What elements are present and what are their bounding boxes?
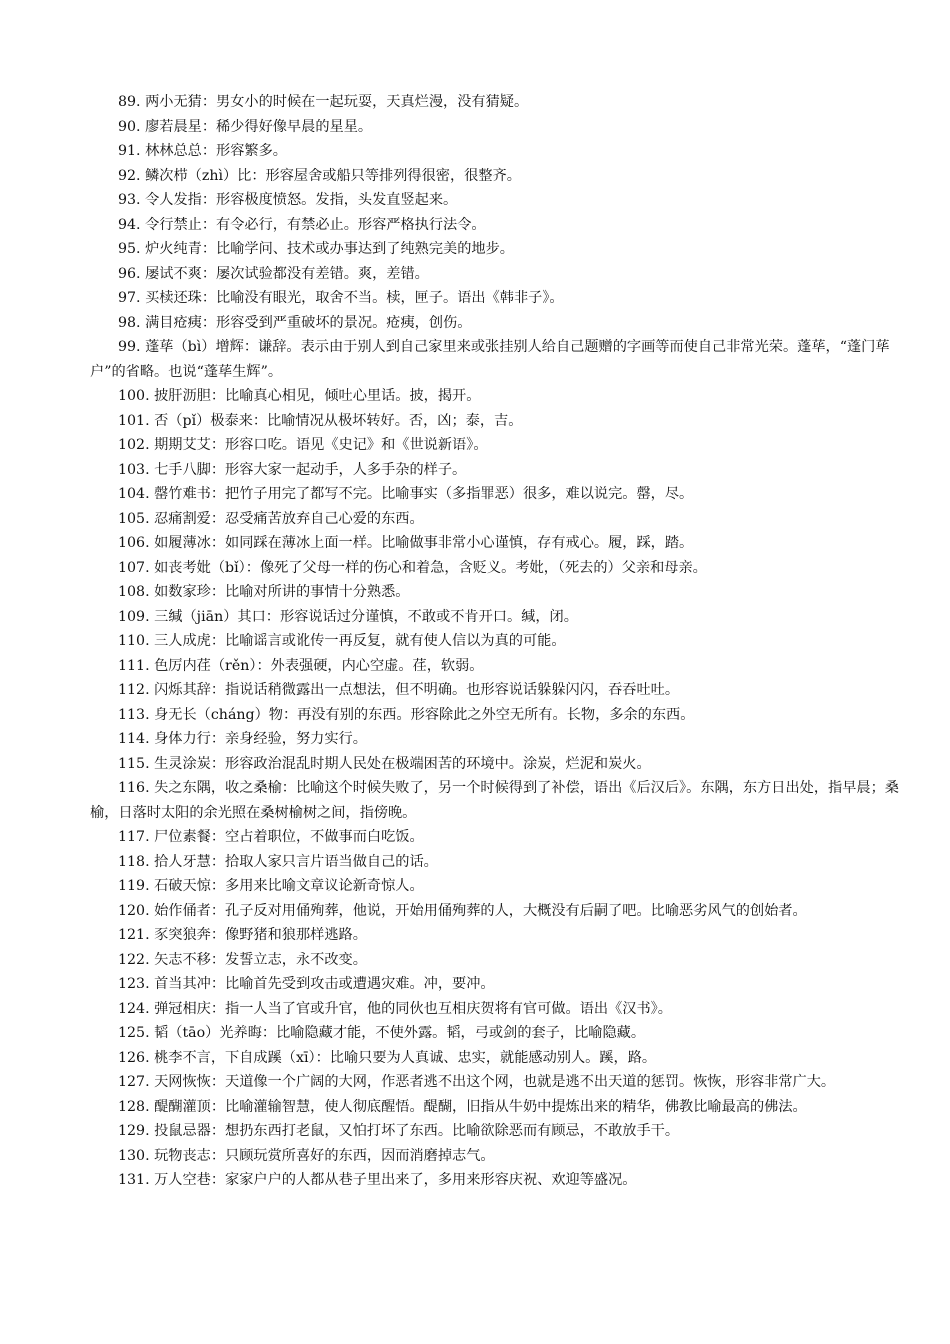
entry-text: 屡试不爽：屡次试验都没有差错。爽，差错。 [145,265,429,282]
entry-text: 林林总总：形容繁多。 [145,143,287,159]
idiom-entry [0,262,950,287]
entry-text: 七手八脚：形容大家一起动手，人多手杂的样子。 [154,461,467,478]
entry-number: 112. [118,682,150,698]
idiom-entry [0,948,950,973]
entry-number: 123. [118,976,150,992]
entry-number: 113. [118,706,150,723]
entry-text: 期期艾艾：形容口吃。语见《史记》和《世说新语》。 [154,437,488,453]
entry-number: 105. [118,510,150,527]
entry-text: 玩物丧志：只顾玩赏所喜好的东西，因而消磨掉志气。 [154,1147,495,1164]
entry-text: 天网恢恢：天道像一个广阔的大网，作恶者逃不出这个网，也就是逃不出天道的惩罚。恢恢，形容非常广大。 [154,1074,836,1090]
idiom-entry [0,605,950,630]
entry-number: 114. [118,731,150,747]
idiom-entry [0,531,950,556]
entry-number: 127. [118,1074,150,1090]
idiom-entry [0,678,950,703]
entry-text: 两小无猜：男女小的时候在一起玩耍，天真烂漫，没有猜疑。 [145,94,529,110]
entry-number: 106. [118,535,150,551]
entry-text: 失之东隅，收之桑榆：比喻这个时候失败了，另一个时候得到了补偿，语出《后汉后》。东隅，东方日出处，指早晨；桑榆，日落时太阳的余光照在桑树榆树之间，指傍晚。 [90,780,899,821]
idiom-entry [0,776,950,825]
entry-text: 始作俑者：孔子反对用俑殉葬，他说，开始用俑殉葬的人，大概没有后嗣了吧。比喻恶劣风气的创始者。 [154,902,807,919]
idiom-entry [0,286,950,311]
idiom-entry [0,997,950,1022]
idiom-entry [0,237,950,262]
entry-text: 身无长（cháng）物：再没有别的东西。形容除此之外空无所有。长物，多余的东西。 [154,706,695,723]
entry-text: 豕突狼奔：像野猪和狼那样逃路。 [154,927,367,943]
entry-text: 闪烁其辞：指说话稍微露出一点想法，但不明确。也形容说话躲躲闪闪，吞吞吐吐。 [154,682,680,698]
entry-number: 93. [118,192,141,208]
idiom-entry [0,874,950,899]
entry-text: 如履薄冰：如同踩在薄冰上面一样。比喻做事非常小心谨慎，存有戒心。履，踩，踏。 [154,535,694,551]
entry-text: 三人成虎：比喻谣言或讹传一再反复，就有使人信以为真的可能。 [154,633,566,649]
idiom-entry [0,1095,950,1120]
entry-number: 97. [118,290,141,306]
idiom-entry [0,1070,950,1095]
idiom-entry [0,580,950,605]
entry-number: 124. [118,1000,150,1017]
entry-text: 满目疮痍：形容受到严重破坏的景况。疮痍，创伤。 [145,314,472,331]
entry-text: 醍醐灌顶：比喻灌输智慧，使人彻底醒悟。醍醐，旧指从牛奶中提炼出来的精华，佛教比喻最高的佛法。 [154,1098,807,1115]
idiom-entry [0,923,950,948]
idiom-entry [0,972,950,997]
entry-number: 117. [118,829,150,845]
entry-number: 122. [118,951,150,968]
entry-number: 96. [118,265,141,282]
idiom-entry [0,629,950,654]
idiom-entry [0,458,950,483]
entry-number: 94. [118,216,141,233]
entry-number: 120. [118,902,150,919]
entry-text: 鳞次栉（zhì）比：形容屋舍或船只等排列得很密，很整齐。 [145,167,521,184]
entry-number: 107. [118,559,150,576]
entry-text: 廖若晨星：稀少得好像早晨的星星。 [145,118,373,135]
idiom-entry [0,899,950,924]
entry-number: 130. [118,1147,150,1164]
entry-number: 104. [118,486,150,502]
entry-text: 首当其冲：比喻首先受到攻击或遭遇灾难。冲，要冲。 [154,976,495,992]
entry-number: 111. [118,657,150,674]
idiom-entry [0,482,950,507]
entry-text: 色厉内荏（rěn）：外表强硬，内心空虚。荏，软弱。 [154,657,484,674]
entry-number: 91. [118,143,141,159]
idiom-entry [0,90,950,115]
entry-number: 126. [118,1049,150,1066]
entry-number: 100. [118,388,150,404]
entry-number: 118. [118,853,150,870]
entry-text: 罄竹难书：把竹子用完了都写不完。比喻事实（多指罪恶）很多，难以说完。罄，尽。 [154,486,694,502]
entry-text: 石破天惊：多用来比喻文章议论新奇惊人。 [154,878,424,894]
idiom-entry [0,1046,950,1071]
entry-number: 115. [118,755,150,772]
idiom-entry [0,311,950,336]
idiom-entry [0,727,950,752]
entry-text: 弹冠相庆：指一人当了官或升官，他的同伙也互相庆贺将有官可做。语出《汉书》。 [154,1000,672,1017]
entry-number: 131. [118,1172,150,1188]
idiom-entry [0,384,950,409]
idiom-entry [0,433,950,458]
idiom-entry [0,115,950,140]
entry-text: 令行禁止：有令必行，有禁必止。形容严格执行法令。 [145,216,486,233]
idiom-entry [0,409,950,434]
entry-number: 103. [118,461,150,478]
idiom-entry [0,188,950,213]
idiom-entry [0,139,950,164]
idiom-entry [0,1168,950,1193]
entry-number: 98. [118,314,141,331]
entry-number: 90. [118,118,141,135]
entry-number: 95. [118,241,141,257]
entry-text: 拾人牙慧：拾取人家只言片语当做自己的话。 [154,853,438,870]
entry-text: 如数家珍：比喻对所讲的事情十分熟悉。 [154,584,410,600]
entry-text: 买椟还珠：比喻没有眼光，取舍不当。椟，匣子。语出《韩非子》。 [145,290,564,306]
idiom-entry [0,703,950,728]
idiom-entry [0,850,950,875]
entry-text: 生灵涂炭：形容政治混乱时期人民处在极端困苦的环境中。涂炭，烂泥和炭火。 [154,755,651,772]
idiom-list [0,90,950,1193]
entry-number: 101. [118,412,150,429]
entry-number: 99. [118,339,141,355]
entry-text: 蓬荜（bì）增辉：谦辞。表示由于别人到自己家里来或张挂别人给自己题赠的字画等而使自己非常光荣。蓬荜，“蓬门荜户”的省略。也说“蓬荜生辉”。 [90,339,890,380]
idiom-entry [0,335,950,384]
idiom-entry [0,825,950,850]
entry-number: 116. [118,780,150,796]
entry-number: 110. [118,633,150,649]
entry-text: 如丧考妣（bǐ）：像死了父母一样的伤心和着急，含贬义。考妣，（死去的）父亲和母亲。 [154,559,707,576]
idiom-entry [0,1021,950,1046]
entry-text: 矢志不移：发誓立志，永不改变。 [154,951,367,968]
entry-text: 投鼠忌器：想扔东西打老鼠，又怕打坏了东西。比喻欲除恶而有顾忌，不敢放手干。 [154,1123,680,1139]
idiom-entry [0,654,950,679]
entry-number: 128. [118,1098,150,1115]
idiom-entry [0,556,950,581]
entry-number: 119. [118,878,150,894]
entry-text: 忍痛割爱：忍受痛苦放弃自己心爱的东西。 [154,510,424,527]
entry-text: 身体力行：亲身经验，努力实行。 [154,731,367,747]
entry-text: 韬（tāo）光养晦：比喻隐藏才能，不使外露。韬，弓或剑的套子，比喻隐藏。 [154,1025,646,1041]
entry-number: 102. [118,437,150,453]
entry-text: 三缄（jiān）其口：形容说话过分谨慎，不敢或不肯开口。缄，闭。 [154,608,578,625]
entry-number: 108. [118,584,150,600]
entry-text: 炉火纯青：比喻学问、技术或办事达到了纯熟完美的地步。 [145,241,514,257]
idiom-entry [0,213,950,238]
entry-text: 桃李不言，下自成蹊（xī）：比喻只要为人真诚、忠实，就能感动别人。蹊，路。 [154,1049,657,1066]
entry-text: 万人空巷：家家户户的人都从巷子里出来了，多用来形容庆祝、欢迎等盛况。 [154,1172,637,1188]
idiom-entry [0,752,950,777]
idiom-entry [0,507,950,532]
entry-text: 令人发指：形容极度愤怒。发指，头发直竖起来。 [145,192,458,208]
entry-text: 否（pǐ）极泰来：比喻情况从极坏转好。否，凶；泰，吉。 [154,412,523,429]
entry-number: 125. [118,1025,150,1041]
idiom-entry [0,1144,950,1169]
entry-number: 89. [118,94,141,110]
idiom-entry [0,164,950,189]
entry-text: 尸位素餐：空占着职位，不做事而白吃饭。 [154,829,424,845]
entry-number: 109. [118,608,150,625]
idiom-entry [0,1119,950,1144]
entry-text: 披肝沥胆：比喻真心相见，倾吐心里话。披，揭开。 [154,388,481,404]
entry-number: 129. [118,1123,150,1139]
entry-number: 121. [118,927,150,943]
entry-number: 92. [118,167,141,184]
